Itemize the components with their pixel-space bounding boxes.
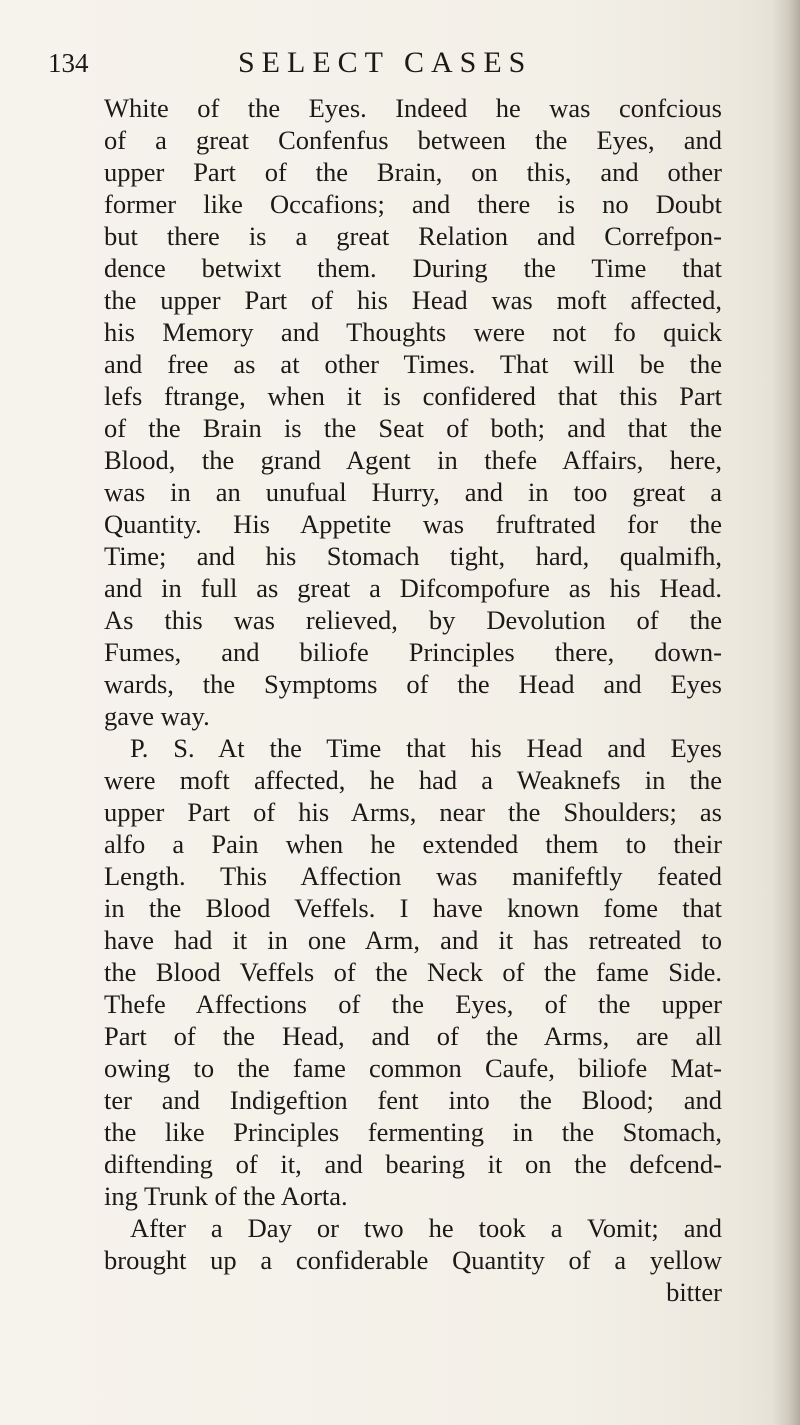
text-line: dence betwixt them. During the Time that — [104, 253, 722, 283]
text-line: After a Day or two he took a Vomit; and — [130, 1213, 722, 1243]
text-line: of the Brain is the Seat of both; and that the — [104, 413, 722, 443]
text-line: was in an unufual Hurry, and in too great a — [104, 477, 722, 507]
catchword: bitter — [666, 1277, 722, 1307]
page-header — [48, 22, 748, 82]
text-line: Thefe Affections of the Eyes, of the upper — [104, 989, 722, 1019]
text-line: former like Occafions; and there is no Doubt — [104, 189, 722, 219]
text-line: Quantity. His Appetite was fruftrated for the — [104, 509, 722, 539]
text-line: owing to the fame common Caufe, biliofe Mat- — [104, 1053, 722, 1083]
text-line: upper Part of his Arms, near the Shoulders; as — [104, 797, 722, 827]
text-line: As this was relieved, by Devolution of the — [104, 605, 722, 635]
text-line: but there is a great Relation and Correfpon- — [104, 221, 722, 251]
text-line: were moft affected, he had a Weaknefs in the — [104, 765, 722, 795]
text-line: Time; and his Stomach tight, hard, qualmifh, — [104, 541, 722, 571]
text-line: alfo a Pain when he extended them to their — [104, 829, 722, 859]
text-line: his Memory and Thoughts were not fo quick — [104, 317, 722, 347]
text-line: upper Part of the Brain, on this, and other — [104, 157, 722, 187]
text-line: brought up a confiderable Quantity of a yellow — [104, 1245, 722, 1275]
text-line: White of the Eyes. Indeed he was confcious — [104, 93, 722, 123]
text-line: Fumes, and biliofe Principles there, down- — [104, 637, 722, 667]
text-line: Blood, the grand Agent in thefe Affairs, here, — [104, 445, 722, 475]
text-line: P. S. At the Time that his Head and Eyes — [130, 733, 722, 763]
text-line: and in full as great a Difcompofure as his Head. — [104, 573, 722, 603]
text-line: lefs ftrange, when it is confidered that this Part — [104, 381, 722, 411]
text-line: wards, the Symptoms of the Head and Eyes — [104, 669, 722, 699]
text-line: have had it in one Arm, and it has retreated to — [104, 925, 722, 955]
running-head: SELECT CASES — [238, 46, 533, 79]
text-line: diftending of it, and bearing it on the defcend- — [104, 1149, 722, 1179]
text-line: ing Trunk of the Aorta. — [104, 1181, 348, 1211]
text-line: Part of the Head, and of the Arms, are all — [104, 1021, 722, 1051]
text-line: in the Blood Veffels. I have known fome that — [104, 893, 722, 923]
page-number: 134 — [48, 48, 89, 78]
text-line: gave way. — [104, 701, 210, 731]
page-gutter-shadow — [772, 0, 800, 1425]
text-line: and free as at other Times. That will be the — [104, 349, 722, 379]
text-line: Length. This Affection was manifeftly feated — [104, 861, 722, 891]
text-line: the Blood Veffels of the Neck of the fame Side. — [104, 957, 722, 987]
text-line: the like Principles fermenting in the Stomach, — [104, 1117, 722, 1147]
text-line: the upper Part of his Head was moft affected, — [104, 285, 722, 315]
text-line: of a great Confenfus between the Eyes, and — [104, 125, 722, 155]
text-line: ter and Indigeftion fent into the Blood; and — [104, 1085, 722, 1115]
body-text — [104, 92, 722, 1308]
